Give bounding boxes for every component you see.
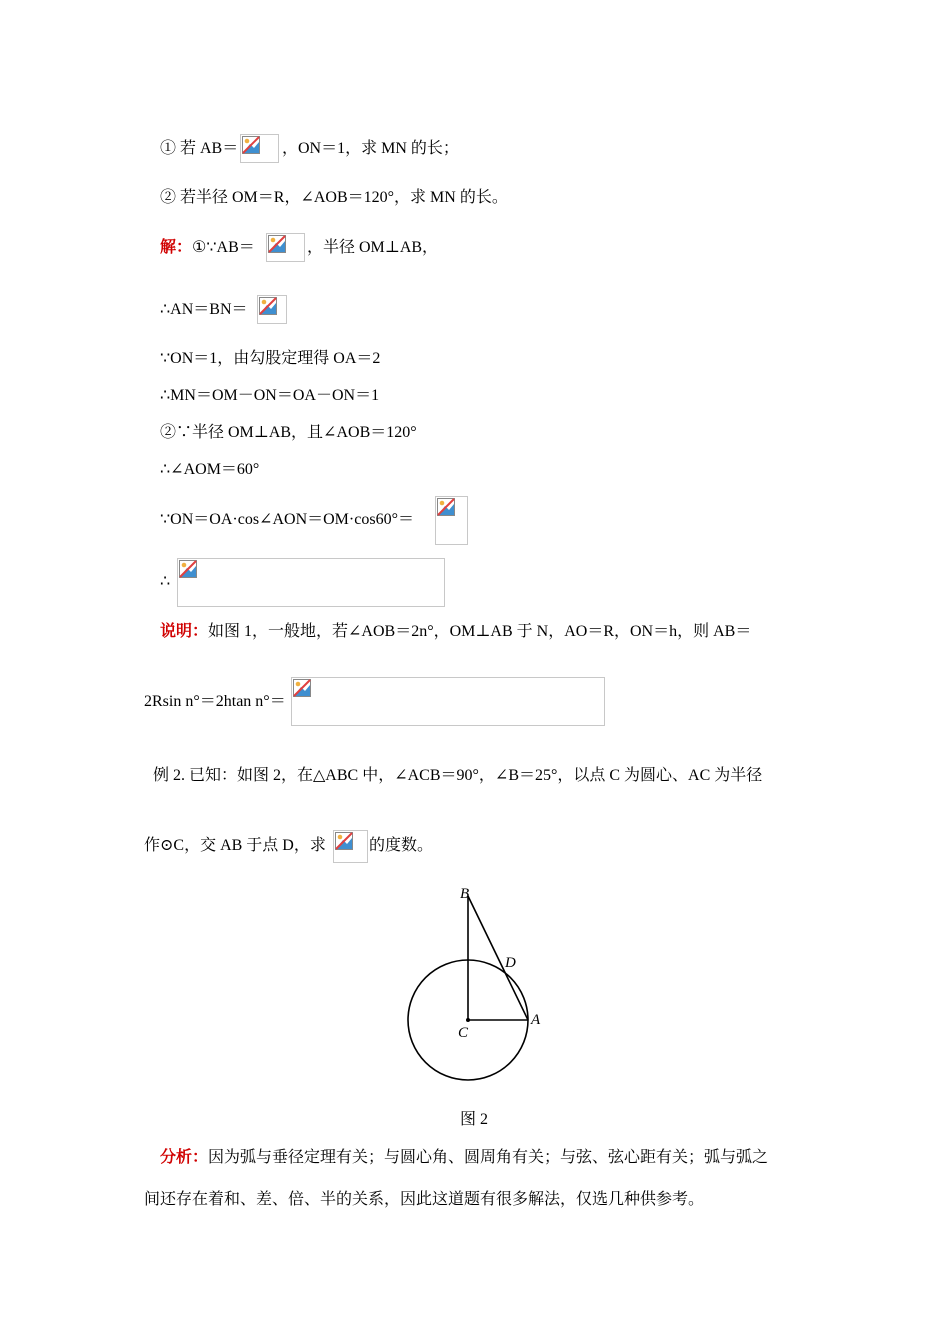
segment-ab [468, 896, 528, 1020]
step-aom: ∴∠AOM＝60° [160, 461, 260, 478]
label-c: C [458, 1025, 469, 1041]
image-placeholder [177, 558, 445, 607]
solution-start: 解：①∵AB＝ [160, 239, 255, 256]
center-point [466, 1018, 470, 1022]
analysis-label: 分析： [160, 1149, 209, 1166]
example-2-continued: 作⊙C，交 AB 于点 D，求 [144, 837, 326, 854]
note: 说明：如图 1，一般地，若∠AOB＝2n°，OM⊥AB 于 N，AO＝R，ON＝h，则 AB＝ [160, 623, 752, 640]
broken-image-icon [335, 832, 353, 850]
example-2-end: 的度数。 [369, 837, 434, 854]
question-1: ① 若 AB＝ [160, 140, 239, 157]
image-placeholder [240, 134, 279, 163]
step-mn: ∴MN＝OM－ON＝OA－ON＝1 [160, 387, 380, 404]
broken-image-icon [293, 679, 311, 697]
step-an-bn: ∴AN＝BN＝ [160, 301, 248, 318]
image-placeholder [257, 295, 287, 324]
broken-image-icon [437, 498, 455, 516]
step-oa: ∵ON＝1，由勾股定理得 OA＝2 [160, 350, 381, 367]
step-therefore: ∴ [160, 573, 171, 590]
broken-image-icon [259, 297, 277, 315]
broken-image-icon [268, 235, 286, 253]
analysis-continued: 间还存在着和、差、倍、半的关系，因此这道题有很多解法，仅选几种供参考。 [144, 1191, 705, 1208]
image-placeholder [266, 233, 305, 262]
step-on: ∵ON＝OA·cos∠AON＝OM·cos60°＝ [160, 511, 414, 528]
figure-2 [400, 880, 560, 1090]
broken-image-icon [242, 136, 260, 154]
image-placeholder [435, 496, 468, 545]
note-continued: 2Rsin n°＝2htan n°＝ [144, 693, 286, 710]
figure-caption: 图 2 [460, 1111, 489, 1128]
note-label: 说明： [160, 623, 209, 640]
example-2: 例 2. 已知：如图 2，在△ABC 中，∠ACB＝90°，∠B＝25°，以点 C 为圆心、AC 为半径 [153, 767, 763, 784]
broken-image-icon [179, 560, 197, 578]
question-2: ② 若半径 OM＝R，∠AOB＝120°，求 MN 的长。 [160, 189, 508, 206]
step-2: ②∵半径 OM⊥AB，且∠AOB＝120° [160, 424, 417, 441]
image-placeholder [333, 830, 368, 863]
label-d: D [505, 955, 516, 971]
image-placeholder [291, 677, 605, 726]
solution-start-rest: ，半径 OM⊥AB， [307, 239, 439, 256]
label-b: B [460, 886, 470, 902]
label-a: A [531, 1012, 541, 1028]
solution-label: 解： [160, 239, 193, 256]
analysis: 分析：因为弧与垂径定理有关；与圆心角、圆周角有关；与弦、弦心距有关；弧与弧之 [160, 1149, 769, 1166]
question-1-rest: ，ON＝1，求 MN 的长； [282, 140, 459, 157]
